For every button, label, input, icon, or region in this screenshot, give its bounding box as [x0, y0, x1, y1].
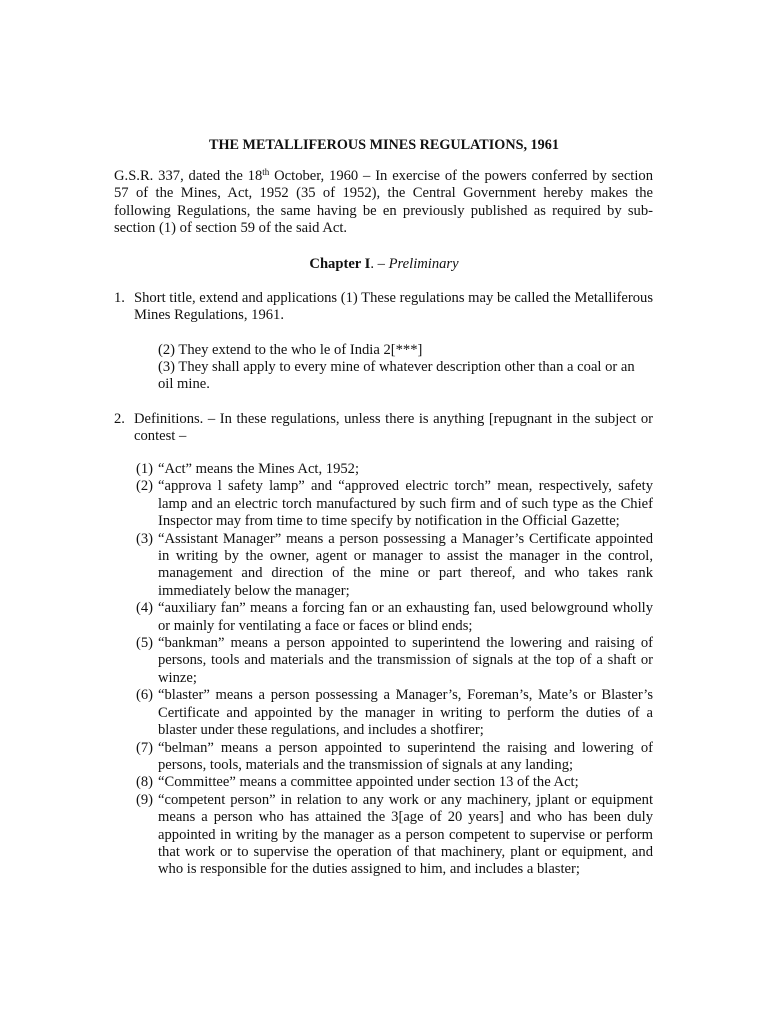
- definition-text: “blaster” means a person possessing a Manager’s, Foreman’s, Mate’s or Blaster’s Certificate and appointed by the manager in writing to perform the duties of a blaster under these regulations, and includes a shotfirer;: [158, 687, 653, 739]
- section-text: Short title, extend and applications (1) These regulations may be called the Metalliferous Mines Regulations, 1961.: [134, 290, 653, 324]
- definition-number: (8): [136, 774, 154, 791]
- definition-item: [136, 478, 653, 530]
- definition-number: (5): [136, 635, 154, 652]
- definition-number: (1): [136, 461, 154, 477]
- definition-number: (4): [136, 600, 154, 617]
- definition-item: [136, 461, 653, 478]
- chapter-subtitle: Preliminary: [388, 256, 459, 272]
- definition-text: “auxiliary fan” means a forcing fan or an exhausting fan, used belowground wholly or mainly for ventilating a face or faces or blind ends;: [158, 600, 653, 634]
- section-1-subclause-3: (3) They shall apply to every mine of whatever description other than a coal or an oil mine.: [158, 359, 635, 393]
- chapter-separator: . –: [370, 256, 389, 272]
- definition-number: (7): [136, 739, 154, 756]
- definition-number: (9): [136, 791, 154, 808]
- definition-number: (3): [136, 530, 154, 547]
- definition-item: [136, 792, 653, 879]
- definition-item: [136, 531, 653, 601]
- section-text: Definitions. – In these regulations, unless there is anything [repugnant in the subject or contest –: [134, 411, 653, 445]
- definition-item: [136, 600, 653, 635]
- section-1: [114, 290, 653, 325]
- definition-text: “competent person” in relation to any work or any machinery, jplant or equipment means a person who has attained the 3[age of 20 years] and who has been duly appointed in writing by the manager as a person competent to supervise or perform that work or to supervise the operation of that machinery, plant or equipment, and who is responsible for the duties assigned to him, and includes a blaster;: [158, 791, 653, 878]
- definition-item: [136, 635, 653, 687]
- preamble-paragraph: [114, 168, 653, 238]
- definition-item: [136, 687, 653, 739]
- definition-text: “Committee” means a committee appointed under section 13 of the Act;: [158, 774, 579, 791]
- definition-item: [136, 740, 653, 775]
- section-number: 2.: [114, 411, 125, 427]
- definition-number: (2): [136, 478, 154, 495]
- definition-text: “bankman” means a person appointed to superintend the lowering and raising of persons, tools and materials and the transmission of signals at the top of a shaft or winze;: [158, 635, 653, 686]
- definition-item: [136, 774, 653, 791]
- definition-text: “Assistant Manager” means a person possessing a Manager’s Certificate appointed in writing by the owner, agent or manager to assist the manager in the control, management and direction of the mine or part thereof, and who takes rank immediately below the manager;: [158, 530, 653, 599]
- definition-text: “Act” means the Mines Act, 1952;: [158, 461, 360, 477]
- section-1-subclause-2: (2) They extend to the who le of India 2[***]: [158, 342, 423, 358]
- chapter-heading: [0, 256, 768, 273]
- definition-text: “approva l safety lamp” and “approved electric torch” mean, respectively, safety lamp and an electric torch manufactured by such firm and of such type as the Chief Inspector may from time to time specify by notification in the Official Gazette;: [158, 478, 653, 530]
- section-number: 1.: [114, 290, 125, 306]
- section-2: [114, 411, 653, 446]
- preamble-superscript: th: [262, 167, 270, 177]
- preamble-rest: October, 1960 – In exercise of the powers conferred by section 57 of the Mines, Act, 1952 (35 of 1952), the Central Government hereby makes the following Regulations, the same having be en previously published as required by sub-section (1) of section 59 of the said Act.: [114, 168, 653, 237]
- document-title: THE METALLIFEROUS MINES REGULATIONS, 1961: [209, 137, 559, 153]
- definition-number: (6): [136, 687, 154, 704]
- definitions-list: [136, 461, 653, 879]
- chapter-label: Chapter I: [309, 256, 371, 272]
- preamble-start: G.S.R. 337, dated the 18: [114, 168, 263, 184]
- definition-text: “belman” means a person appointed to superintend the raising and lowering of persons, tools, materials and the transmission of signals at any landing;: [158, 739, 653, 773]
